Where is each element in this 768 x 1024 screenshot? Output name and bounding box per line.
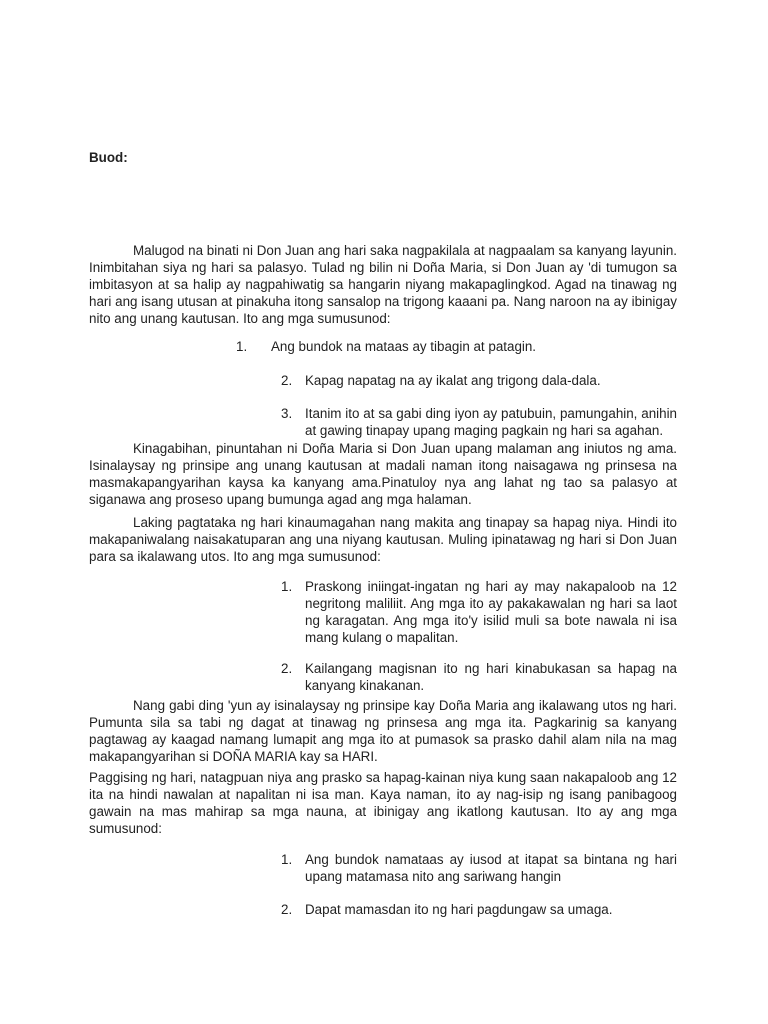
- list1-item-2: [281, 372, 677, 389]
- summary-heading: Buod:: [89, 150, 128, 165]
- list3-item-2: [281, 901, 677, 918]
- list-number: 3.: [281, 406, 293, 421]
- list-text: Ang bundok na mataas ay tibagin at patagin.: [271, 339, 537, 354]
- paragraph-3: Laking pagtataka ng hari kinaumagahan nang makita ang tinapay sa hapag niya. Hindi ito makapaniwalang naisakatuparan ang una niyang kautusan. Muling ipinatawag ng hari si Don Juan para sa ikalawang utos. Ito ang mga sumusunod:: [89, 515, 677, 564]
- list-number: 2.: [281, 902, 293, 917]
- list-number: 1.: [236, 339, 248, 354]
- paragraph-1: Malugod na binati ni Don Juan ang hari saka nagpakilala at nagpaalam sa kanyang layunin. Inimbitahan siya ng hari sa palasyo. Tulad ng bilin ni Doña Maria, si Don Juan ay 'di tumugon sa imbitasyon at sa halip ay nagpahiwatig sa hangarin niyang makapaglingkod. Agad na tinawag ng hari ang isang utusan at pinakuha itong sansalop na trigong kaaani pa. Nang naroon na ay ibinigay nito ang unang kautusan. Ito ang mga sumusunod:: [89, 243, 677, 326]
- paragraph-4: Nang gabi ding 'yun ay isinalaysay ng prinsipe kay Doña Maria ang ikalawang utos ng hari. Pumunta sila sa tabi ng dagat at tinawag ng prinsesa ang mga ita. Pagkarinig sa kanyang pagtawag ay kaagad namang lumapit ang mga ito at pumasok sa prasko dahil alam nila na mag makapangyarihan si DOÑA MARIA kay sa HARI.: [89, 698, 677, 764]
- list-number: 1.: [281, 579, 293, 594]
- list-text: Kapag napatag na ay ikalat ang trigong dala-dala.: [305, 373, 601, 388]
- list-number: 2.: [281, 661, 293, 676]
- list1-item-3: [281, 405, 677, 439]
- paragraph-5: Paggising ng hari, natagpuan niya ang prasko sa hapag-kainan niya kung saan nakapaloob ang 12 ita na hindi nawalan at napalitan ni isa man. Kaya naman, ito ay nag-isip ng isang panibagoog gawain na mas mahirap sa mga nauna, at ibinigay ang ikatlong kautusan. Ito ay ang mga sumusunod:: [89, 770, 677, 836]
- list-text: Ang bundok namataas ay iusod at itapat sa bintana ng hari upang matamasa nito ang sariwang hangin: [305, 852, 677, 884]
- list2-item-2: [281, 660, 677, 694]
- list-number: 2.: [281, 373, 293, 388]
- list-text: Dapat mamasdan ito ng hari pagdungaw sa umaga.: [305, 902, 613, 917]
- list-text: Itanim ito at sa gabi ding iyon ay patubuin, pamungahin, anihin at gawing tinapay upang maging pagkain ng hari sa agahan.: [305, 406, 677, 438]
- list1-item-1: [236, 338, 676, 355]
- list-text: Praskong iniingat-ingatan ng hari ay may nakapaloob na 12 negritong maliliit. Ang mga ito ay pakakawalan ng hari sa laot ng karagatan. Ang mga ito'y isilid muli sa bote nawala ni isa mang kulang o mapalitan.: [305, 579, 677, 645]
- list-text: Kailangang magisnan ito ng hari kinabukasan sa hapag na kanyang kinakanan.: [305, 661, 677, 693]
- list-number: 1.: [281, 852, 293, 867]
- list3-item-1: [281, 851, 677, 885]
- list2-item-1: [281, 578, 677, 646]
- paragraph-2: Kinagabihan, pinuntahan ni Doña Maria si Don Juan upang malaman ang iniutos ng ama. Isinalaysay ng prinsipe ang unang kautusan at madali naman itong naisagawa ng prinsesa na masmakapangyarihan kaysa ka kanyang ama.Pinatuloy nya ang lahat ng tao sa palasyo at siganawa ang proseso upang bumunga agad ang mga halaman.: [89, 441, 677, 507]
